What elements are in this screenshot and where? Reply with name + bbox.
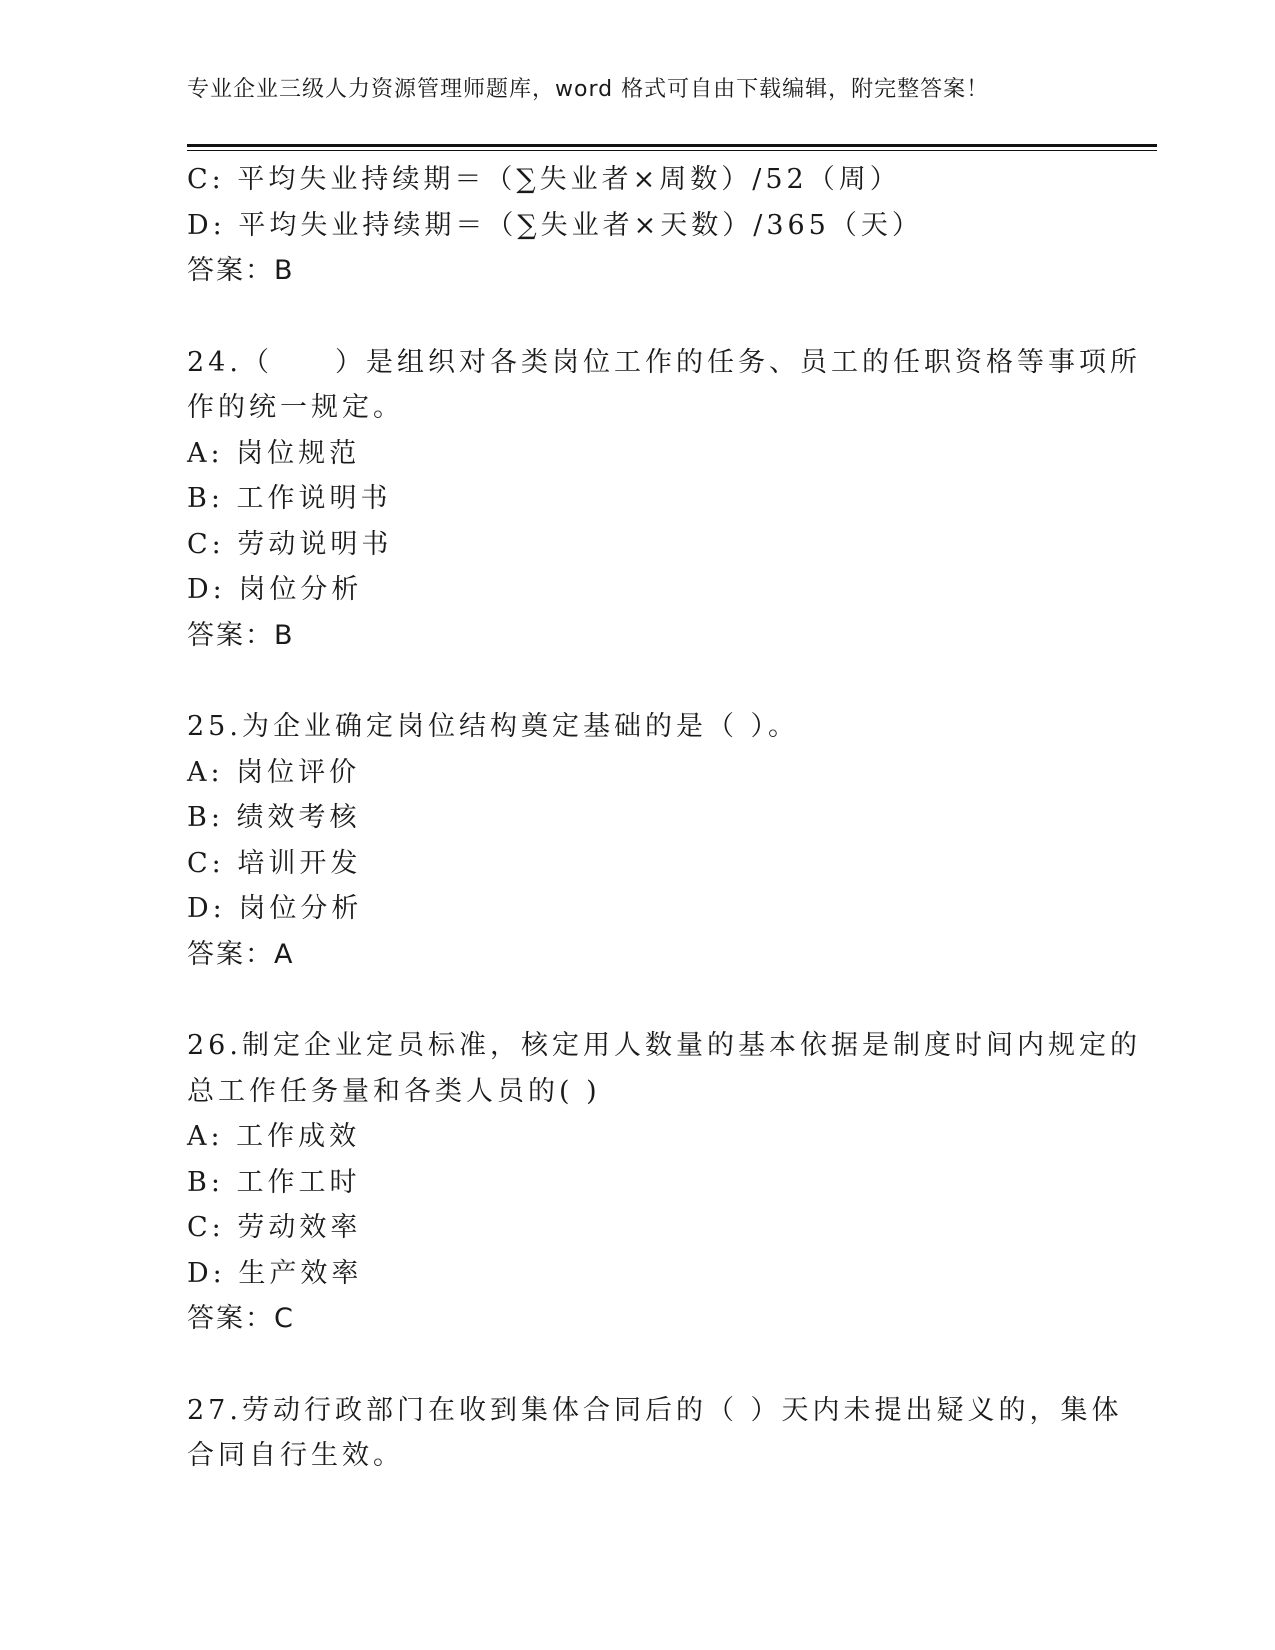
question-text: 25.为企业确定岗位结构奠定基础的是（ ）。 [187, 711, 800, 742]
question-25 [187, 704, 1087, 977]
question-27 [187, 1388, 1123, 1479]
option-d: D: 平均失业持续期＝（∑失业者×天数）/365（天） [187, 209, 923, 241]
option-a: A: 工作成效 [187, 1121, 361, 1152]
option-c: C: 平均失业持续期＝（∑失业者×周数）/52（周） [187, 164, 901, 195]
option-a: A: 岗位评价 [187, 756, 361, 788]
question-text: 总工作任务量和各类人员的( ) [187, 1075, 601, 1107]
answer-line: 答案：B [187, 619, 295, 651]
option-c: C: 劳动说明书 [187, 528, 393, 560]
option-b: B: 工作说明书 [187, 483, 392, 514]
option-a: A: 岗位规范 [187, 437, 361, 469]
header-rule-thick [187, 144, 1157, 147]
option-c: C: 劳动效率 [187, 1212, 362, 1243]
page-header: 专业企业三级人力资源管理师题库，word 格式可自由下载编辑，附完整答案！ [187, 77, 990, 102]
option-d: D: 岗位分析 [187, 893, 363, 924]
answer-line: 答案：B [187, 255, 295, 286]
question-content [187, 157, 1141, 1479]
question-26 [187, 1023, 1141, 1342]
answer-line: 答案：C [187, 1303, 295, 1334]
option-b: B: 绩效考核 [187, 802, 361, 833]
question-text: 26.制定企业定员标准，核定用人数量的基本依据是制度时间内规定的 [187, 1030, 1141, 1061]
question-text: 合同自行生效。 [187, 1440, 404, 1471]
question-24 [187, 340, 1141, 659]
question-text: 27.劳动行政部门在收到集体合同后的（ ）天内未提出疑义的，集体 [187, 1394, 1123, 1426]
question-text: 作的统一规定。 [187, 392, 404, 423]
header-rule-thin [187, 150, 1157, 151]
option-b: B: 工作工时 [187, 1166, 361, 1198]
option-d: D: 生产效率 [187, 1257, 363, 1289]
option-c: C: 培训开发 [187, 847, 362, 879]
answer-line: 答案：A [187, 938, 295, 970]
option-d: D: 岗位分析 [187, 574, 363, 605]
question-text: 24.（ ）是组织对各类岗位工作的任务、员工的任职资格等事项所 [187, 346, 1141, 378]
